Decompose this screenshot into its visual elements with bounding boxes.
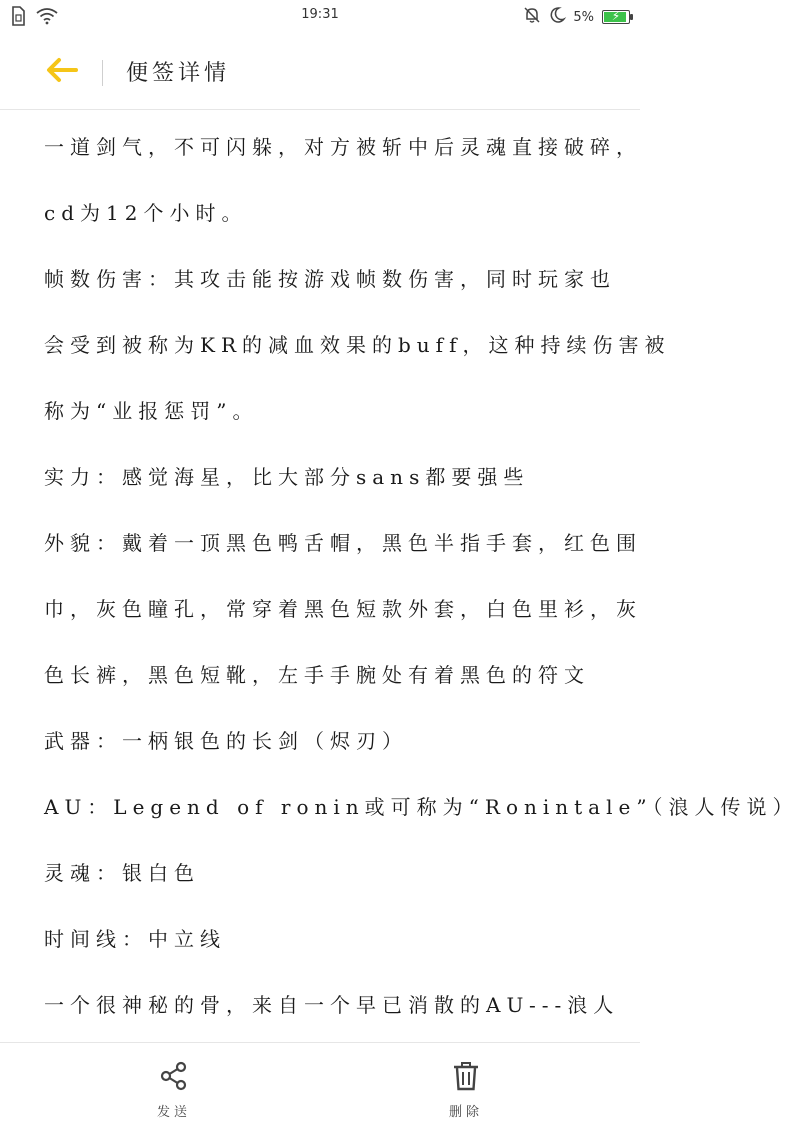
status-bar xyxy=(0,0,640,34)
note-line: 色长裤，黑色短靴，左手手腕处有着黑色的符文 xyxy=(44,662,590,687)
note-line: 时间线：中立线 xyxy=(44,926,226,951)
note-line: 称为“业报惩罚”。 xyxy=(44,398,259,423)
status-time: 19:31 xyxy=(301,7,339,22)
moon-icon xyxy=(549,6,565,28)
note-line: 帧数伤害：其攻击能按游戏帧数伤害，同时玩家也 xyxy=(44,266,616,291)
share-label: 发送 xyxy=(156,1105,191,1120)
note-line: 武器：一柄银色的长剑（烬刃） xyxy=(44,728,408,753)
mute-bell-icon xyxy=(523,6,541,28)
note-line: AU：Legend of ronin或可称为“Ronintale”（浪人传说） xyxy=(44,794,799,819)
delete-button[interactable] xyxy=(426,1061,506,1120)
note-line: 灵魂：银白色 xyxy=(44,860,200,885)
header xyxy=(0,34,640,110)
note-line: 外貌：戴着一顶黑色鸭舌帽，黑色半指手套，红色围 xyxy=(44,530,642,555)
note-line: 一道剑气，不可闪躲，对方被斩中后灵魂直接破碎， xyxy=(44,134,642,159)
note-content[interactable] xyxy=(44,112,799,1038)
arrow-left-icon xyxy=(45,57,79,87)
note-line: 实力：感觉海星，比大部分sans都要强些 xyxy=(44,464,530,489)
share-button[interactable] xyxy=(134,1061,214,1120)
page-title: 便签详情 xyxy=(126,61,231,86)
bottom-toolbar xyxy=(0,1042,640,1138)
header-divider xyxy=(102,60,103,86)
note-line: 巾，灰色瞳孔，常穿着黑色短款外套，白色里衫，灰 xyxy=(44,596,642,621)
note-line: cd为12个小时。 xyxy=(44,200,248,225)
battery-charging-icon: ⚡ xyxy=(602,10,630,24)
battery-percent: 5% xyxy=(573,9,594,25)
trash-icon xyxy=(451,1061,481,1095)
note-line: 一个很神秘的骨，来自一个早已消散的AU---浪人 xyxy=(44,992,620,1017)
note-line: 会受到被称为KR的减血效果的buff，这种持续伤害被 xyxy=(44,332,671,357)
delete-label: 删除 xyxy=(448,1105,483,1120)
back-button[interactable] xyxy=(40,52,84,92)
share-icon xyxy=(159,1061,189,1095)
status-right xyxy=(523,6,630,28)
